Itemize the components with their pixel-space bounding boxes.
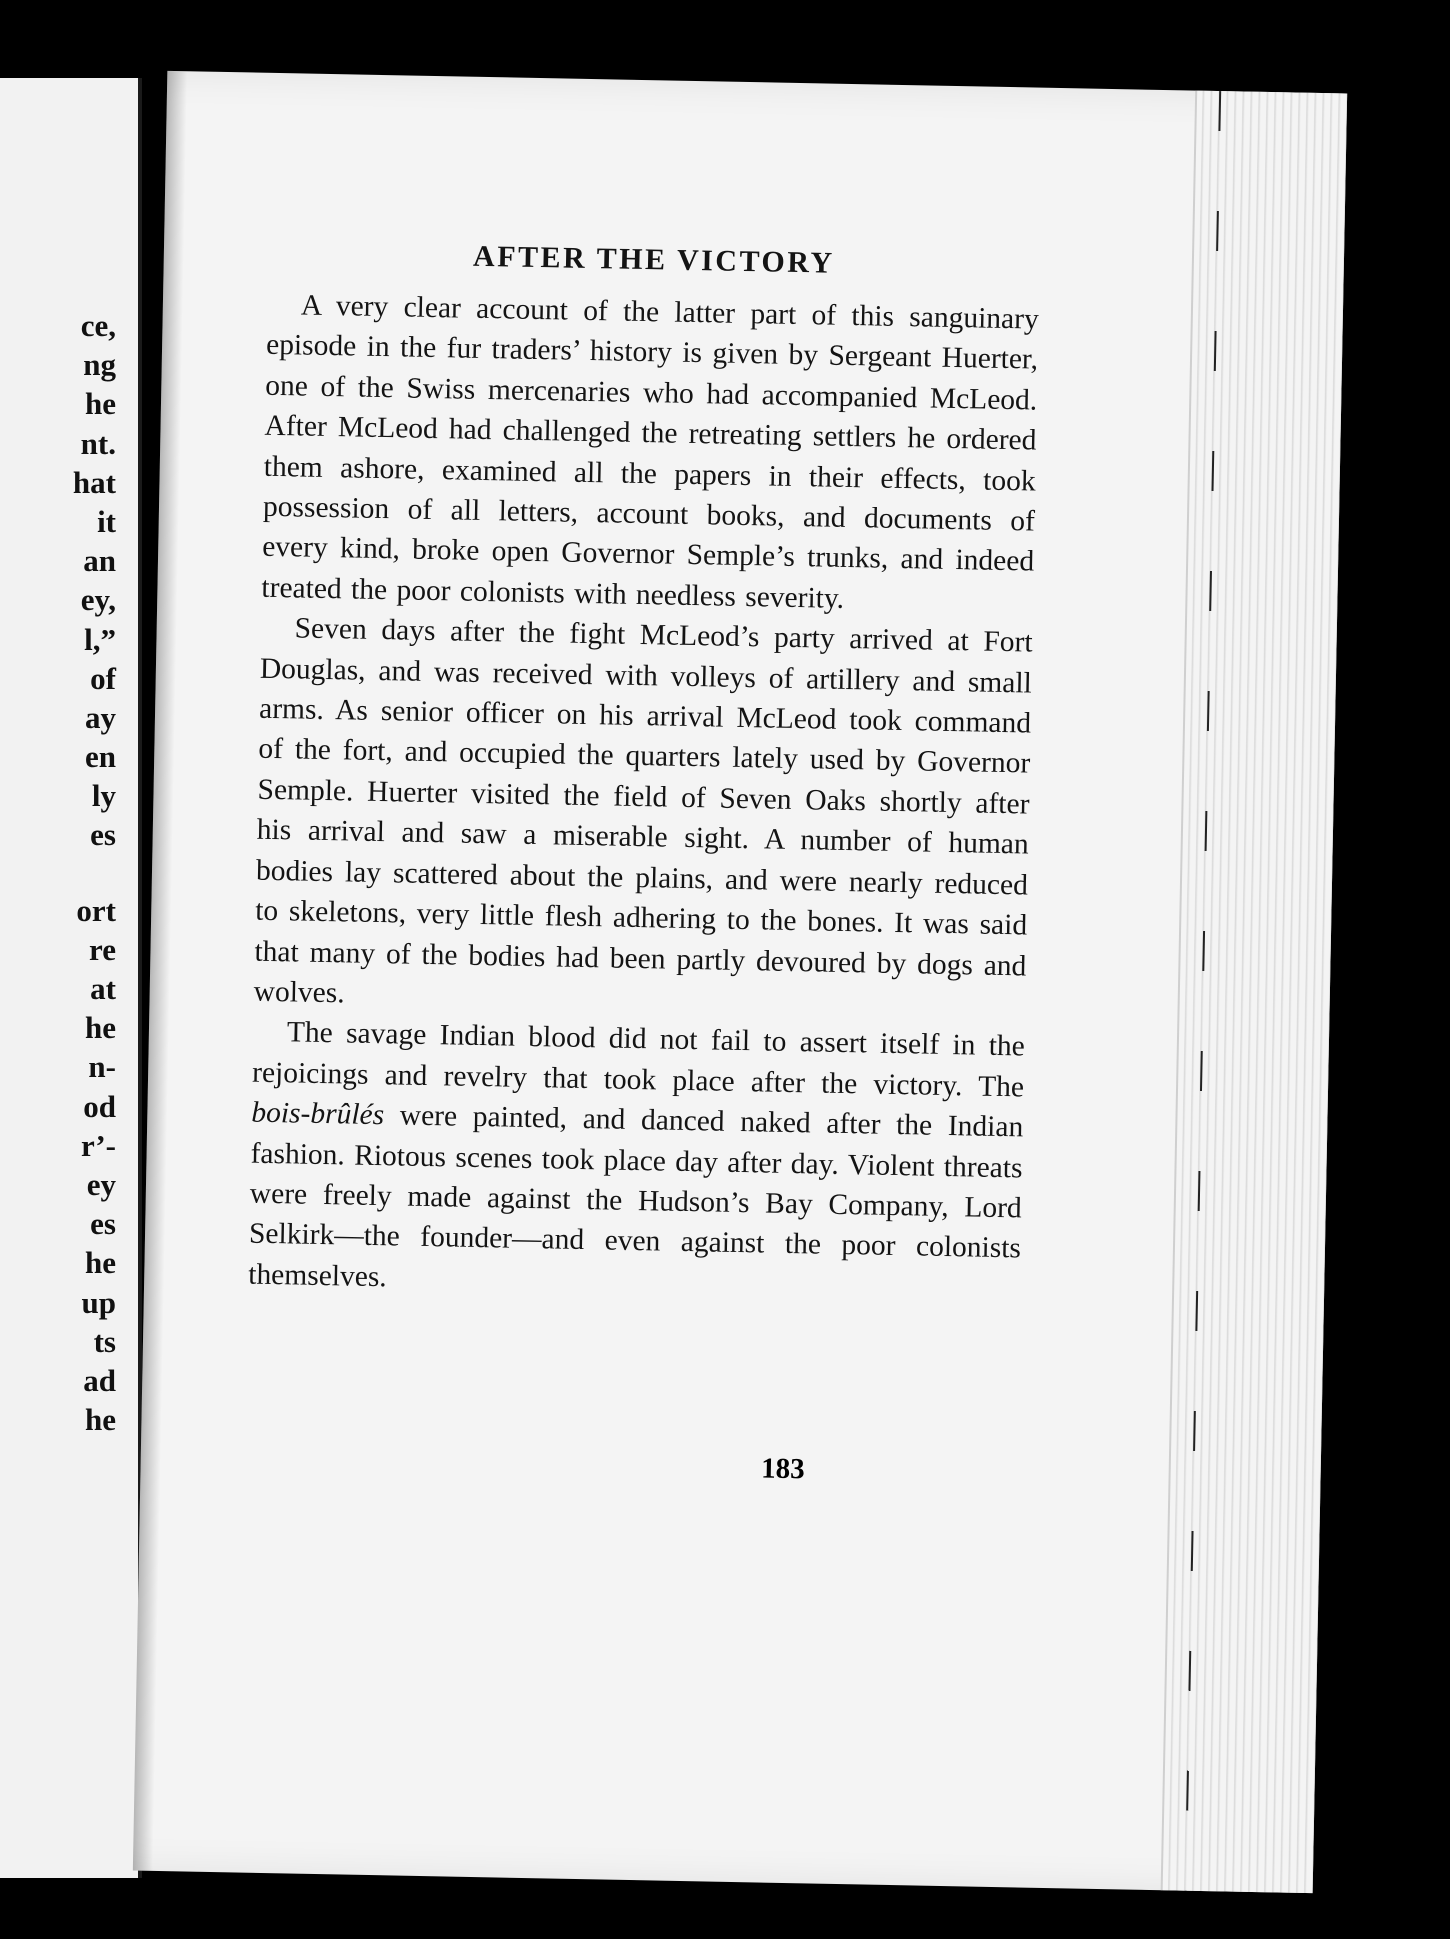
- facing-page-line: ey: [86, 1166, 116, 1202]
- facing-page-line: ay: [85, 699, 116, 735]
- facing-page-line: ort: [76, 892, 116, 928]
- facing-page-line: ng: [83, 347, 116, 383]
- facing-page-line: it: [97, 503, 116, 539]
- chapter-title: AFTER THE VICTORY: [472, 239, 835, 280]
- facing-page-line: en: [85, 739, 116, 775]
- paragraph-text: were painted, and danced naked after the Indian fashion. Riotous scenes took place day after day. Violent threats were freely made against the Hudson’s Bay Company, Lord Selkirk—the founder—and even against the poor colonists themselves.: [247, 1099, 1024, 1294]
- page-edges: [1161, 91, 1348, 1894]
- paragraph: Seven days after the fight McLeod’s party arrived at Fort Douglas, and was received with volleys of artillery and small arms. As senior officer on his arrival McLeod took command of the fort, and occupied the quarters lately used by Governor Semple. Huerter visited the field of Seven Oaks shortly after his arrival and saw a miserable sight. A number of human bodies lay scattered about the plains, and were nearly reduced to skeletons, very little flesh adhering to the bones. It was said that many of the bodies had been partly devoured by dogs and wolves.: [253, 612, 1033, 1010]
- facing-page-line: he: [85, 1245, 116, 1281]
- facing-page-line: od: [83, 1088, 116, 1124]
- page-number: 183: [760, 1452, 805, 1486]
- facing-page-line: es: [90, 1206, 116, 1242]
- facing-page-line: hat: [72, 464, 116, 500]
- italic-term: bois-brûlés: [251, 1096, 385, 1132]
- facing-page-line: re: [89, 931, 116, 967]
- facing-page-line: es: [90, 817, 116, 853]
- facing-page: [0, 78, 142, 1878]
- facing-page-line: of: [90, 660, 116, 696]
- paragraph-text: The savage Indian blood did not fail to assert itself in the rejoicings and revelry that took place after the victory. The: [251, 1016, 1026, 1104]
- facing-page-line: r’-: [81, 1127, 116, 1163]
- paragraph: A very clear account of the latter part of this sanguinary episode in the fur traders’ history is given by Sergeant Huerter, one of the Swiss mercenaries who had accompanied McLeod. After McLeod had challenged the retreating settlers he ordered them ashore, examined all the papers in their effects, took possession of all letters, account books, and documents of every kind, broke open Governor Semple’s trunks, and indeed treated the poor colonists with needless severity.: [261, 289, 1040, 615]
- facing-page-line: at: [90, 971, 116, 1006]
- page-content: [248, 233, 1040, 1310]
- facing-page-line: up: [81, 1284, 116, 1320]
- book-page: [133, 71, 1347, 1893]
- facing-page-line: ce,: [80, 308, 116, 343]
- facing-page-line: ts: [93, 1323, 116, 1359]
- facing-page-line: nt.: [80, 425, 116, 461]
- facing-page-text: [0, 306, 116, 1439]
- facing-page-line: ly: [91, 778, 116, 814]
- facing-page-line: [0, 855, 116, 891]
- facing-page-line: he: [85, 386, 116, 422]
- paragraph: [248, 1012, 1025, 1310]
- facing-page-line: ad: [83, 1362, 116, 1398]
- facing-page-line: he: [85, 1402, 116, 1438]
- facing-page-line: n-: [88, 1049, 116, 1085]
- facing-page-line: l,”: [84, 621, 116, 657]
- facing-page-line: an: [83, 543, 116, 579]
- facing-page-line: ey,: [80, 582, 116, 618]
- facing-page-line: he: [85, 1010, 116, 1046]
